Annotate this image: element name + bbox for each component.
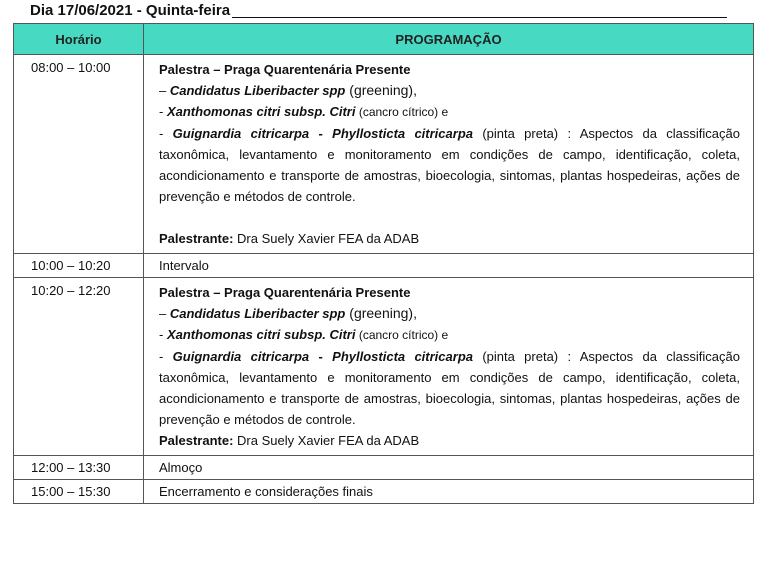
speaker-label: Palestrante:: [159, 433, 234, 448]
day-title-text: Dia 17/06/2021 - Quinta-feira: [30, 2, 231, 19]
spacer: [159, 207, 740, 228]
table-header-row: [14, 24, 754, 55]
item-description: (pinta preta) : Aspectos da classificação taxonômica, levantamento e monitoramento em condições de campo, identificação, coleta, acondicionamento e transporte de amostras, bioecologia, sintomas, plantas hospedeiras, ações de prevenção e métodos de controle.: [159, 126, 740, 204]
schedule-table: [13, 23, 754, 504]
header-program: PROGRAMAÇÃO: [144, 24, 754, 55]
row-program: Almoço: [144, 456, 754, 480]
species-dash: -: [309, 126, 333, 141]
row-time: 08:00 – 10:00: [14, 55, 144, 254]
item-prefix: -: [159, 327, 167, 342]
item-description: (pinta preta) : Aspectos da classificação taxonômica, levantamento e monitoramento em condições de campo, identificação, coleta, acondicionamento e transporte de amostras, bioecologia, sintomas, plantas hospedeiras, ações de prevenção e métodos de controle.: [159, 349, 740, 427]
species-dash: -: [309, 349, 333, 364]
item-note: (greening),: [345, 82, 417, 98]
row-time: 10:00 – 10:20: [14, 254, 144, 278]
page-title: [30, 0, 756, 22]
row-time: 15:00 – 15:30: [14, 480, 144, 504]
speaker-name: Dra Suely Xavier FEA da ADAB: [233, 433, 420, 448]
species-name: Xanthomonas citri subsp. Citri: [166, 104, 356, 119]
row-time: 12:00 – 13:30: [14, 456, 144, 480]
speaker-label: Palestrante:: [159, 231, 234, 246]
item-prefix: -: [159, 126, 173, 141]
row-program: Intervalo: [144, 254, 754, 278]
species-name: Xanthomonas citri subsp. Citri: [166, 327, 356, 342]
item-prefix: -: [159, 349, 173, 364]
table-row: [14, 55, 754, 254]
row-program: [144, 278, 754, 456]
species-name: Phyllosticta citricarpa: [332, 126, 473, 141]
item-note: (cancro cítrico) e: [355, 105, 449, 119]
row-program: [144, 55, 754, 254]
item-prefix: –: [159, 306, 170, 321]
species-name: Guignardia citricarpa: [172, 126, 310, 141]
speaker-name: Dra Suely Xavier FEA da ADAB: [233, 231, 420, 246]
species-name: Candidatus Liberibacter spp: [169, 83, 346, 98]
lecture-heading: Palestra – Praga Quarentenária Presente: [159, 285, 411, 300]
row-time: 10:20 – 12:20: [14, 278, 144, 456]
table-row: [14, 456, 754, 480]
row-program: Encerramento e considerações finais: [144, 480, 754, 504]
species-name: Guignardia citricarpa: [172, 349, 310, 364]
item-note: (cancro cítrico) e: [355, 328, 449, 342]
item-prefix: –: [159, 83, 170, 98]
header-time: Horário: [14, 24, 144, 55]
species-name: Candidatus Liberibacter spp: [169, 306, 346, 321]
species-name: Phyllosticta citricarpa: [332, 349, 473, 364]
table-row: [14, 278, 754, 456]
item-prefix: -: [159, 104, 167, 119]
lecture-heading: Palestra – Praga Quarentenária Presente: [159, 62, 411, 77]
title-underline: [232, 0, 727, 18]
table-row: [14, 254, 754, 278]
table-row: [14, 480, 754, 504]
item-note: (greening),: [345, 305, 417, 321]
